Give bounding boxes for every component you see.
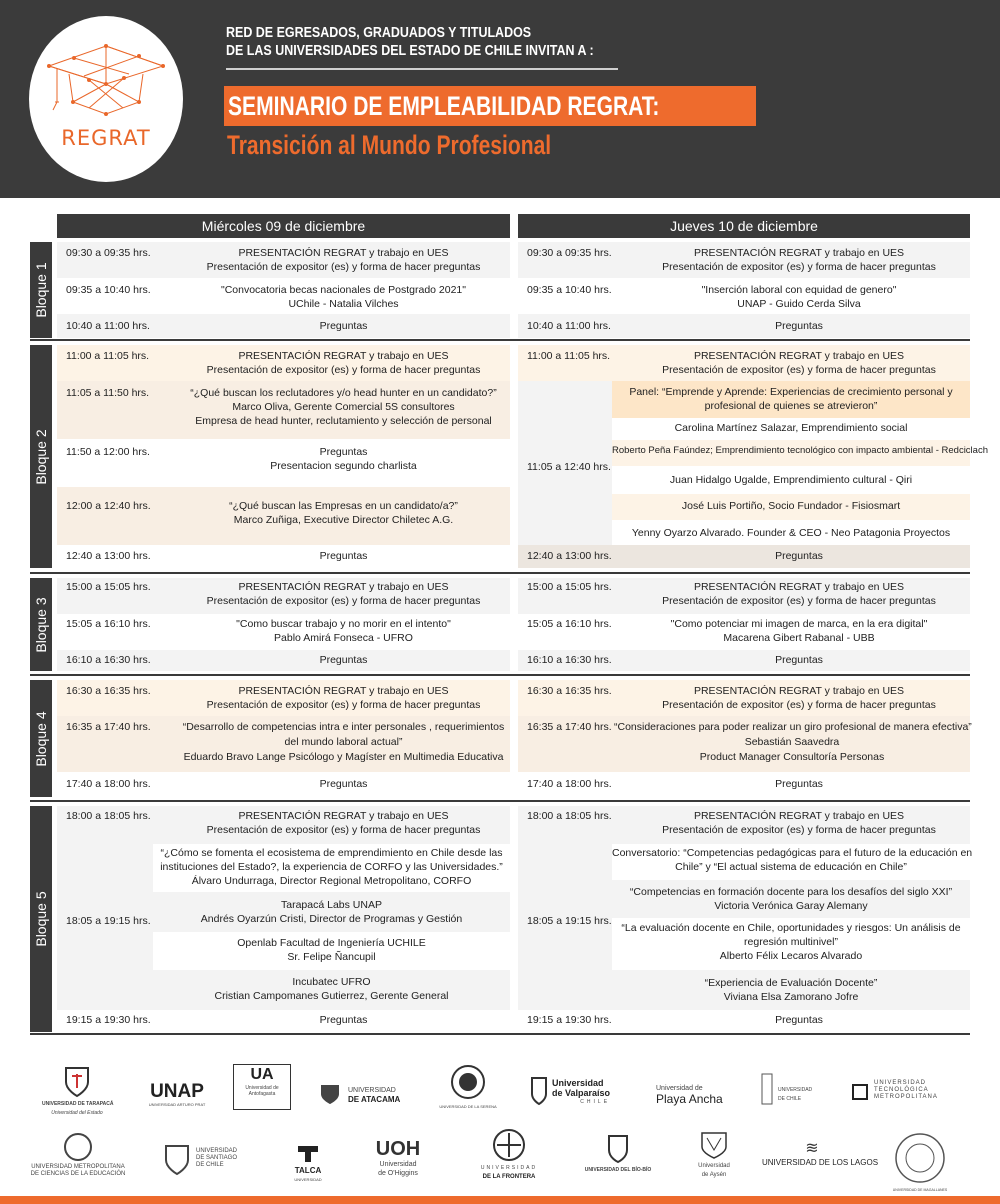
line: Empresa de head hunter, reclutamiento y selección de personal [195,415,492,427]
line: Tarapacá Labs UNAP [281,899,382,911]
logo-aysen [692,1130,736,1180]
bloque-label-text: Bloque 3 [33,596,49,653]
line: PRESENTACIÓN REGRAT y trabajo en UES [693,247,905,259]
logo-label: Universidad [379,1161,417,1168]
logo-label: DE CHILE [196,1162,224,1168]
schedule-row [57,278,510,314]
aysen-icon [699,1130,729,1160]
line: PRESENTACIÓN REGRAT y trabajo en UES [238,810,449,822]
line: PRESENTACIÓN REGRAT y trabajo en UES [693,581,905,593]
time-label: 18:00 a 18:05 hrs. [66,810,151,822]
panelist [612,520,970,545]
seal-icon [63,1132,93,1162]
session-item [153,932,510,970]
logo-label: Universidad del Estado [51,1110,103,1116]
session-text [177,445,510,473]
line: Presentación de expositor (es) y forma de hacer preguntas [662,595,936,607]
line: PRESENTACIÓN REGRAT y trabajo en UES [238,685,449,697]
session-item [153,844,510,892]
session-text [628,283,970,311]
line: Presentación de expositor (es) y forma de hacer preguntas [206,699,481,711]
line: Presentación de expositor (es) y forma de hacer preguntas [662,699,936,711]
day-header-thursday: Jueves 10 de diciembre [518,214,970,238]
schedule-row [57,439,510,487]
line: Presentacion segundo charlista [270,460,417,472]
time-label: 12:00 a 12:40 hrs. [66,500,151,512]
time-label: 19:15 a 19:30 hrs. [66,1014,151,1026]
logo-label: UNIVERSIDAD [196,1148,238,1154]
line: Marco Oliva, Gerente Comercial 5S consultores [232,401,455,413]
logo-label: TALCA [294,1166,322,1175]
session-text [177,580,510,608]
logo-label: Universidad de [656,1085,703,1092]
schedule-row [518,545,970,568]
logo-label: de Aysén [701,1172,727,1178]
session-text [177,386,510,428]
time-label: 12:40 a 13:00 hrs. [66,550,151,562]
time-label: 17:40 a 18:00 hrs. [66,778,151,790]
line: Yenny Oyarzo Alvarado. Founder & CEO - Neo Patagonia Proyectos [631,527,951,539]
time-label: 18:05 a 19:15 hrs. [66,915,151,927]
logo-label: DE LA FRONTERA [482,1174,536,1180]
line: José Luis Portiño, Socio Fundador - Fisiosmart [681,500,901,512]
session-text [177,349,510,377]
block-separator [30,339,970,341]
logo-talca [288,1144,328,1184]
schedule-row [57,545,510,568]
line: “¿Cómo se fomenta el ecosistema de emprendimiento en Chile desde las [160,847,503,859]
line: "Como buscar trabajo y no morir en el intento" [236,618,451,630]
logo-label: Playa Ancha [656,1092,723,1106]
logo-label: UNIVERSIDAD [778,1087,813,1093]
session-item [612,918,970,970]
logo-label: UNIVERSIDAD DE TARAPACÁ [42,1101,114,1107]
logo-label: TECNOLÓGICA [874,1087,929,1093]
talca-icon [296,1144,320,1164]
bloque-label-text: Bloque 5 [33,891,49,947]
logo-label: UNIVERSIDAD [294,1177,322,1182]
line: Product Manager Consultoría Personas [699,751,885,763]
line: Roberto Peña Faúndez; Emprendimiento tecnológico con impacto ambiental - Redciclach [612,445,988,456]
line: Cristian Campomanes Gutierrez, Gerente General [214,990,449,1002]
line: Chile” y “El actual sistema de educación en Chile” [675,861,907,873]
session-text [177,617,510,645]
bloque-5-label [30,806,52,1032]
line: Álvaro Undurraga, Director Regional Metropolitano, CORFO [191,875,472,887]
waves-icon: ≋ [805,1140,819,1157]
bloque-2-label [30,345,52,568]
time-label: 16:10 a 16:30 hrs. [527,654,612,666]
line: “Desarrollo de competencias intra e inter personales , requerimientos [182,721,505,733]
line: instituciones del Estado?, la experiencia de CORFO y las Universidades.” [160,861,503,873]
logo-label: UNIVERSIDAD ARTURO PRAT [148,1102,206,1107]
logo-text: REGRAT [61,126,151,150]
schedule-row [57,716,510,772]
time-label: 11:00 a 11:05 hrs. [66,350,150,362]
logo-tarapaca [42,1066,112,1118]
line: PRESENTACIÓN REGRAT y trabajo en UES [693,350,905,362]
logo-label: de O'Higgins [378,1170,418,1177]
seal-icon [492,1128,526,1162]
session-text [628,246,970,274]
header-banner [0,0,1000,198]
time-label: 12:40 a 13:00 hrs. [527,550,612,562]
schedule-row [57,487,510,545]
line: Andrés Oyarzún Cristi, Director de Programas y Gestión [200,913,463,925]
time-label: 11:05 a 11:50 hrs. [66,387,150,399]
session-item [612,844,973,880]
shield-icon [530,1076,548,1106]
logo-label: METROPOLITANA [874,1094,938,1100]
seal-icon [894,1132,946,1184]
session-text [177,809,510,837]
logo-serena [438,1064,498,1111]
bloque-4-label [30,680,52,797]
session-text [177,283,510,311]
logo-playa-ancha [644,1084,724,1106]
schedule-row [518,614,970,650]
logo-label: UNIVERSIDAD [480,1165,538,1171]
session-text [177,720,510,765]
line: Presentación de expositor (es) y forma de hacer preguntas [662,261,936,273]
schedule-row [57,680,510,716]
time-cell [518,844,612,1010]
line: Macarena Gibert Rabanal - UBB [723,632,875,644]
logo-label: UNIVERSIDAD DE LOS LAGOS [762,1158,879,1167]
session-text [177,684,510,712]
time-label: 15:00 a 15:05 hrs. [66,581,151,593]
seal-icon [760,1068,774,1108]
line: "Inserción laboral con equidad de genero" [701,284,897,296]
logo-los-lagos [762,1140,879,1170]
day-header-wednesday: Miércoles 09 de diciembre [57,214,510,238]
line: Panel: “Emprende y Aprende: Experiencias de crecimiento personal y [629,386,953,398]
line: UChile - Natalia Vilches [288,298,399,310]
time-label: 11:00 a 11:05 hrs. [527,350,611,362]
schedule-row [57,614,510,650]
logo-label: Universidad de Antofagasta [245,1085,279,1097]
line: PRESENTACIÓN REGRAT y trabajo en UES [693,810,905,822]
line: Carolina Martínez Salazar, Emprendimiento social [674,422,908,434]
graduation-cap-icon [29,16,183,126]
divider [226,68,618,70]
block-separator [30,674,970,676]
line: “La evaluación docente en Chile, oportunidades y riesgos: Un análisis de [621,922,961,934]
logo-unap [145,1082,209,1107]
line: "Convocatoria becas nacionales de Postgrado 2021" [220,284,467,296]
logo-label: DE CIENCIAS DE LA EDUCACIÓN [30,1171,126,1177]
line: profesional de quienes se atrevieron” [704,400,878,412]
line: “Competencias en formación docente para los desafíos del siglo XXI” [629,886,953,898]
panelist [612,418,970,440]
shield-icon [607,1134,629,1164]
session-text: Preguntas [319,550,368,562]
time-label: 09:30 a 09:35 hrs. [66,247,151,259]
block-separator [30,572,970,574]
logo-biobio [578,1134,658,1175]
logo-label: Universidad [698,1163,730,1169]
utem-icon [852,1084,868,1100]
line: “¿Qué buscan los reclutadores y/o head hunter en un candidato?” [190,387,497,399]
logo-antofagasta [233,1064,291,1110]
session-text: Preguntas [775,320,823,332]
line: Victoria Verónica Garay Alemany [714,900,868,912]
panelist [612,494,970,520]
session-text: Preguntas [775,654,823,666]
line: Presentación de expositor (es) y forma de hacer preguntas [206,261,481,273]
logo-label: UNAP [150,1081,204,1102]
line: “Experiencia de Evaluación Docente” [704,977,878,989]
line: Viviana Elsa Zamorano Jofre [723,991,859,1003]
time-cell [57,844,153,1010]
line: PRESENTACIÓN REGRAT y trabajo en UES [238,247,449,259]
logo-label: de Valparaíso [552,1088,611,1098]
bloque-label-text: Bloque 2 [33,428,49,485]
time-label: 09:30 a 09:35 hrs. [527,247,612,259]
logo-label: DE ATACAMA [348,1095,401,1104]
time-label: 16:30 a 16:35 hrs. [66,685,151,697]
line: "Como potenciar mi imagen de marca, en la era digital" [670,618,928,630]
line: Juan Hidalgo Ugalde, Emprendimiento cultural - Qiri [669,474,913,486]
schedule-row [518,242,970,278]
session-item [153,892,510,932]
logo-magallanes [892,1132,948,1195]
time-cell [518,381,612,545]
session-text: Preguntas [775,1014,823,1026]
bloque-1-label [30,242,52,338]
line: Incubatec UFRO [292,976,371,988]
session-text [177,499,510,527]
line: PRESENTACIÓN REGRAT y trabajo en UES [238,350,449,362]
logo-label: UOH [375,1138,421,1160]
line: Sebastián Saavedra [744,736,840,748]
line: Presentación de expositor (es) y forma de hacer preguntas [206,364,481,376]
bloque-label-text: Bloque 4 [33,710,49,767]
seminar-subtitle: Transición al Mundo Profesional [227,130,552,160]
line: Preguntas [319,446,368,458]
logo-label: UNIVERSIDAD METROPOLITANA [31,1164,125,1170]
session-item [612,970,970,1010]
line: “Consideraciones para poder realizar un giro profesional de manera efectiva” [614,721,972,733]
line: Marco Zuñiga, Executive Director Chiletec A.G. [233,514,454,526]
line: Presentación de expositor (es) y forma de hacer preguntas [662,364,936,376]
schedule-row [518,314,970,338]
session-text [177,246,510,274]
schedule-row [57,772,510,797]
session-text: Preguntas [319,654,368,666]
logo-label: DE SANTIAGO [196,1155,238,1161]
session-text: Preguntas [319,778,368,790]
bottom-accent-bar [0,1196,1000,1204]
time-label: 18:00 a 18:05 hrs. [527,810,612,822]
line: Openlab Facultad de Ingeniería UCHILE [237,937,426,949]
schedule-row [518,772,970,797]
time-label: 18:05 a 19:15 hrs. [527,915,612,927]
schedule-row [518,278,970,314]
logo-ohiggins [368,1138,428,1178]
logo-label: UNIVERSIDAD DEL BÍO-BÍO [584,1167,652,1173]
session-text [628,809,970,837]
invite-text [226,24,594,60]
line: PRESENTACIÓN REGRAT y trabajo en UES [693,685,905,697]
session-text [628,684,970,712]
block-separator [30,800,970,802]
line: del mundo laboral actual” [284,736,403,748]
line: Eduardo Bravo Lange Psicólogo y Magíster en Multimedia Educativa [183,751,504,763]
session-text [628,349,970,377]
bloque-label-text: Bloque 1 [33,262,49,318]
line: Presentación de expositor (es) y forma de hacer preguntas [206,595,481,607]
schedule-row [57,806,510,844]
session-text: Preguntas [319,320,368,332]
panelist [612,466,970,494]
line: Alberto Félix Lecaros Alvarado [719,950,863,962]
line: Presentación de expositor (es) y forma de hacer preguntas [662,824,936,836]
line: “¿Qué buscan las Empresas en un candidato/a?” [229,500,458,512]
schedule-row [57,650,510,671]
time-label: 10:40 a 11:00 hrs. [66,320,150,332]
time-label: 10:40 a 11:00 hrs. [527,320,611,332]
time-label: 09:35 a 10:40 hrs. [527,284,612,296]
time-label: 11:05 a 12:40 hrs. [527,461,611,473]
time-label: 19:15 a 19:30 hrs. [527,1014,612,1026]
time-label: 11:50 a 12:00 hrs. [66,446,150,458]
logo-umce [28,1132,128,1178]
session-text: Preguntas [775,550,823,562]
regrat-logo [29,16,183,182]
session-text [614,720,970,765]
session-text [628,617,970,645]
logo-frontera [474,1128,544,1182]
schedule-row [57,242,510,278]
shield-icon [164,1144,190,1176]
logo-label: UNIVERSIDAD DE LA SERENA [439,1104,497,1109]
line: regresión multinivel” [744,936,838,948]
line: Sr. Felipe Ñancupil [287,951,376,963]
logo-label: DE CHILE [778,1096,802,1102]
time-label: 15:05 a 16:10 hrs. [527,618,612,630]
shield-icon [64,1066,90,1098]
schedule-row [518,806,970,844]
session-text [628,580,970,608]
time-label: 17:40 a 18:00 hrs. [527,778,612,790]
seminar-title [224,86,756,126]
time-label: 16:10 a 16:30 hrs. [66,654,151,666]
logo-label: UNIVERSIDAD DE MAGALLANES [892,1188,948,1192]
seminar-title-text: SEMINARIO DE EMPLEABILIDAD REGRAT: [228,91,660,121]
logo-label: Universidad [552,1078,604,1088]
time-label: 16:30 a 16:35 hrs. [527,685,612,697]
logo-label: CHILE [580,1099,611,1105]
panelist [612,440,988,466]
time-label: 15:00 a 15:05 hrs. [527,581,612,593]
time-label: 09:35 a 10:40 hrs. [66,284,151,296]
time-label: 16:35 a 17:40 hrs. [527,721,612,733]
invite-line-2: DE LAS UNIVERSIDADES DEL ESTADO DE CHILE INVITAN A : [226,43,594,59]
logo-label: UNIVERSIDAD [348,1087,396,1094]
session-item [153,970,510,1010]
university-logos [0,1046,1000,1196]
bloque-3-label [30,578,52,671]
schedule-row [518,716,970,772]
schedule-row [57,1010,510,1032]
block-separator [30,1033,970,1035]
time-label: 16:35 a 17:40 hrs. [66,721,151,733]
schedule-row [518,650,970,671]
shield-icon [318,1082,342,1106]
schedule-row [518,578,970,614]
line: Conversatorio: “Competencias pedagógicas para el futuro de la educación en [612,847,973,859]
session-text: Preguntas [775,778,823,790]
schedule-row [57,345,510,381]
line: PRESENTACIÓN REGRAT y trabajo en UES [238,581,449,593]
schedule-row [57,314,510,338]
schedule-row [518,345,970,381]
logo-label: UA [250,1066,274,1083]
schedule-row [518,680,970,716]
time-label: 15:05 a 16:10 hrs. [66,618,151,630]
session-text: Preguntas [319,1014,368,1026]
session-item [612,880,970,918]
line: Presentación de expositor (es) y forma de hacer preguntas [206,824,481,836]
seal-icon [450,1064,486,1100]
line: Pablo Amirá Fonseca - UFRO [274,632,413,644]
schedule-row [518,1010,970,1032]
schedule-row [57,381,510,439]
logo-label: UNIVERSIDAD [874,1080,927,1086]
line: UNAP - Guido Cerda Silva [737,298,861,310]
schedule-row [57,578,510,614]
invite-line-1: RED DE EGRESADOS, GRADUADOS Y TITULADOS [226,25,532,41]
panel-title [612,381,970,418]
